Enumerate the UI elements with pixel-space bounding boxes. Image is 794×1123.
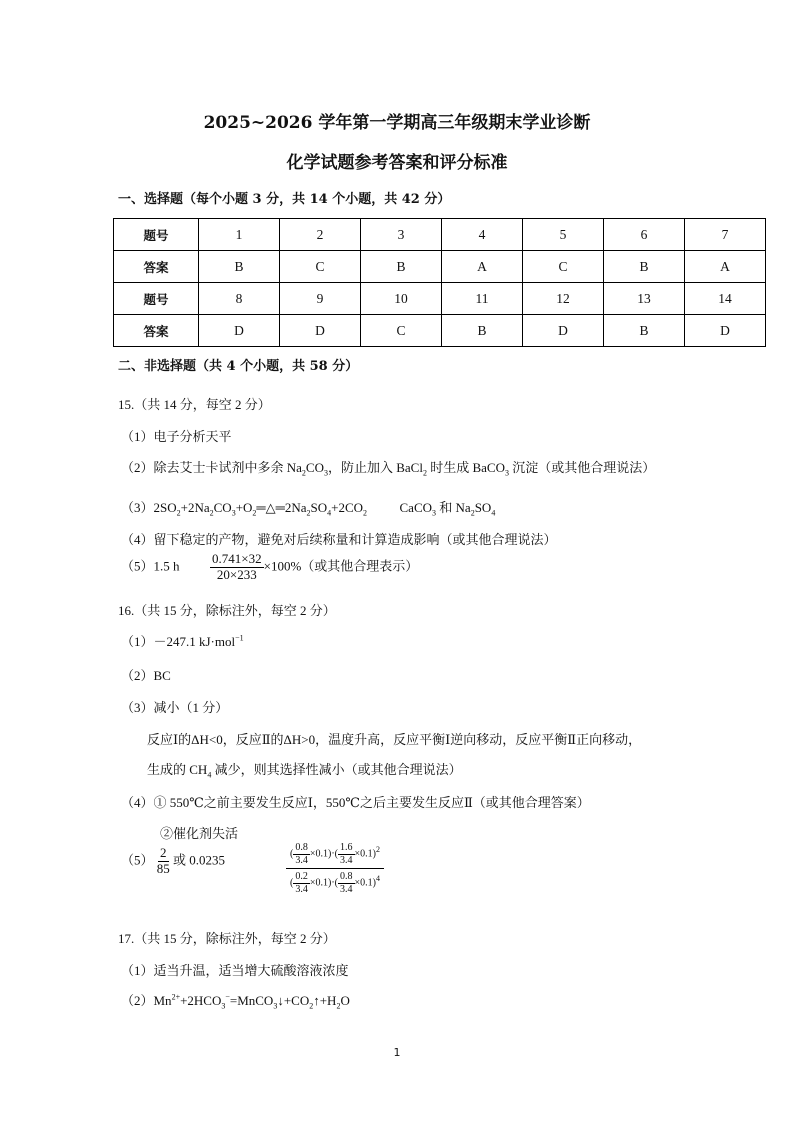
answer-line (121, 665, 171, 684)
text-segment: 生成的 CH (147, 762, 208, 777)
table-cell: B (361, 251, 442, 283)
table-cell: D (685, 315, 766, 347)
answer-16-5 (121, 846, 225, 877)
fraction (210, 552, 264, 583)
numerator: 0.741×32 (212, 551, 262, 566)
text-segment: （3）减小（1 分） (121, 700, 229, 715)
answer-line (121, 529, 557, 548)
text-segment: CaCO (367, 500, 433, 515)
table-cell: C (523, 251, 604, 283)
answer-prefix: （5）1.5 h (121, 558, 180, 574)
page-subtitle: 化学试题参考答案和评分标准 (286, 153, 508, 173)
answer-line (118, 394, 271, 413)
section-heading-choice: 一、选择题（每个小题 3 分，共 14 个小题，共 42 分） (118, 192, 451, 207)
text-segment: SO (474, 500, 492, 515)
table-cell: 14 (685, 283, 766, 315)
text-segment: ，防止加入 BaCl (327, 460, 423, 475)
subscript: 2 (470, 508, 475, 518)
table-row (114, 251, 766, 283)
text-segment: 沉淀（或其他合理说法） (508, 460, 656, 475)
fraction (157, 846, 170, 877)
table-cell: 6 (604, 219, 685, 251)
multiplier: ×0.1 (309, 848, 328, 860)
text-segment: =MnCO (229, 993, 274, 1008)
subscript: 3 (221, 1001, 226, 1011)
answer-line (118, 928, 336, 947)
table-row (114, 219, 766, 251)
text-segment: （1）－247.1 kJ·mol (121, 634, 236, 649)
subscript: 2 (252, 508, 257, 518)
answer-line (121, 990, 350, 1011)
table-cell: 10 (361, 283, 442, 315)
text-segment: +2HCO (180, 993, 222, 1008)
row-header-cell: 答案 (114, 315, 199, 347)
text-segment: ②催化剂失活 (160, 826, 239, 841)
term-numerator: 0.8 (340, 871, 353, 882)
table-cell: B (442, 315, 523, 347)
row-header-cell: 题号 (114, 283, 199, 315)
text-segment: SO (310, 500, 328, 515)
text-segment: 减少，则其选择性减小（或其他合理说法） (211, 762, 462, 777)
term-numerator: 0.8 (295, 842, 308, 853)
subscript: 2 (209, 508, 214, 518)
subscript: 3 (504, 468, 509, 478)
answer-line (118, 600, 336, 619)
term-denominator: 3.4 (340, 854, 353, 866)
text-segment: 反应Ⅰ的ΔH<0，反应Ⅱ的ΔH>0，温度升高，反应平衡Ⅰ逆向移动，反应平衡Ⅱ正向移动， (147, 732, 642, 747)
equilibrium-constant-expression: ( $\frac{0.8}{3.4}$ ×0.1)·( $\frac{1.6}{3.4}$ ×0.1)$^2$ ( $\frac{0.2}{3.4}$ ×0.1)·( $\frac{0.8}{3.4}$ ×0.1)$^4$ (286, 842, 384, 895)
table-cell: 12 (523, 283, 604, 315)
term-denominator: 3.4 (295, 854, 308, 866)
subscript: 3 (231, 508, 236, 518)
text-segment: O (340, 993, 350, 1008)
table-cell: 7 (685, 219, 766, 251)
table-cell: B (199, 251, 280, 283)
exponent: 4 (376, 873, 380, 883)
text-segment: +2Na (180, 500, 210, 515)
answer-line (121, 457, 655, 478)
text-segment: 和 Na (436, 500, 471, 515)
text-segment: （4）留下稳定的产物，避免对后续称量和计算造成影响（或其他合理说法） (121, 532, 557, 547)
multiplier: ×0.1 (309, 877, 328, 889)
subscript: 2 (336, 1001, 341, 1011)
term-numerator: 0.2 (295, 871, 308, 882)
answer-15-5 (121, 552, 418, 583)
subscript: 2 (176, 508, 181, 518)
table-cell: C (361, 315, 442, 347)
subscript: 4 (207, 770, 212, 780)
denominator: 20×233 (216, 566, 257, 582)
table-cell: 5 (523, 219, 604, 251)
table-row (114, 283, 766, 315)
answer-line (147, 729, 641, 748)
text-segment: +2CO (331, 500, 364, 515)
text-segment: 17.（共 15 分，除标注外，每空 2 分） (118, 931, 336, 946)
text-segment: 16.（共 15 分，除标注外，每空 2 分） (118, 603, 336, 618)
answer-suffix: ×100%（或其他合理表示） (263, 558, 419, 574)
term-denominator: 3.4 (340, 883, 353, 895)
text-segment: +O (235, 500, 253, 515)
subscript: 3 (323, 468, 328, 478)
denominator: 85 (156, 860, 170, 876)
text-segment: （3）2SO (121, 500, 177, 515)
subscript: 2 (363, 508, 368, 518)
table-cell: D (523, 315, 604, 347)
subscript: 4 (491, 508, 496, 518)
text-segment: ↓+CO (277, 993, 310, 1008)
table-cell: 8 (199, 283, 280, 315)
table-cell: 2 (280, 219, 361, 251)
answer-line (121, 426, 232, 445)
table-cell: C (280, 251, 361, 283)
table-cell: B (604, 315, 685, 347)
answer-line (121, 697, 228, 716)
subscript: 4 (327, 508, 332, 518)
superscript: 2+ (171, 992, 181, 1002)
subscript: 3 (432, 508, 437, 518)
table-cell: 13 (604, 283, 685, 315)
page-title: 2025~2026 学年第一学期高三年级期末学业诊断 (203, 113, 591, 133)
table-cell: 4 (442, 219, 523, 251)
numerator: 2 (160, 845, 167, 860)
subscript: 2 (309, 1001, 314, 1011)
text-segment: CO (305, 460, 324, 475)
superscript: −1 (235, 633, 244, 643)
term-numerator: 1.6 (340, 842, 353, 853)
table-cell: 11 (442, 283, 523, 315)
text-segment: （2）BC (121, 668, 171, 683)
table-cell: A (442, 251, 523, 283)
table-cell: A (685, 251, 766, 283)
table-cell: B (604, 251, 685, 283)
multiplier: ×0.1 (354, 848, 373, 860)
text-segment: ↑+H (313, 993, 337, 1008)
table-cell: 3 (361, 219, 442, 251)
subscript: 2 (301, 468, 306, 478)
answer-prefix: （5） (121, 852, 154, 868)
answer-line (121, 631, 244, 650)
term-denominator: 3.4 (295, 883, 308, 895)
table-cell: D (280, 315, 361, 347)
page-number: 1 (393, 1046, 401, 1059)
answer-table (113, 218, 766, 347)
table-cell: 9 (280, 283, 361, 315)
text-segment: （1）电子分析天平 (121, 429, 232, 444)
answer-line (121, 497, 495, 518)
answer-line (121, 960, 349, 979)
exponent: 2 (376, 844, 380, 854)
answer-line (147, 759, 462, 780)
answer-line (121, 792, 590, 811)
row-header-cell: 答案 (114, 251, 199, 283)
text-segment: CO (213, 500, 232, 515)
table-row (114, 315, 766, 347)
answer-decimal: 或 0.0235 (173, 852, 226, 868)
superscript: − (225, 992, 230, 1002)
text-segment: 时生成 BaCO (426, 460, 505, 475)
text-segment: （1）适当升温，适当增大硫酸溶液浓度 (121, 963, 349, 978)
text-segment: （4）① 550℃之前主要发生反应Ⅰ，550℃之后主要发生反应Ⅱ（或其他合理答案） (121, 795, 590, 810)
multiplier: ×0.1 (354, 877, 373, 889)
section-heading-nonchoice: 二、非选择题（共 4 个小题，共 58 分） (118, 359, 359, 374)
table-cell: D (199, 315, 280, 347)
text-segment: ═△═2Na (256, 500, 307, 515)
text-segment: （2）除去艾士卡试剂中多余 Na (121, 460, 302, 475)
text-segment: 15.（共 14 分，每空 2 分） (118, 397, 271, 412)
subscript: 3 (273, 1001, 278, 1011)
answer-line (160, 823, 238, 842)
text-segment: （2）Mn (121, 993, 172, 1008)
row-header-cell: 题号 (114, 219, 199, 251)
table-cell: 1 (199, 219, 280, 251)
subscript: 2 (306, 508, 311, 518)
subscript: 2 (422, 468, 427, 478)
